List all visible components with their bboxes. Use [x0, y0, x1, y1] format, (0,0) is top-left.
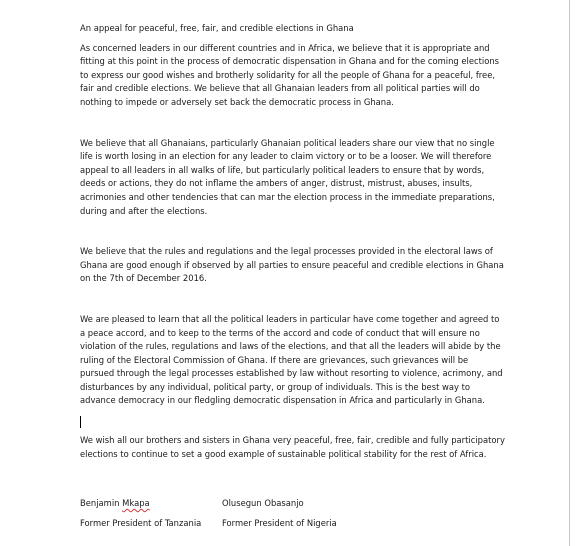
signatory-title-2: Former President of Nigeria: [222, 518, 337, 528]
paragraph-5: We wish all our brothers and sisters in Ghana very peaceful, free, fair, credible and fully participatory elections to continue to set a good example of sustainable political stability for the rest of Africa.: [80, 435, 505, 459]
document-body[interactable]: [80, 22, 505, 461]
signatory-names-row: [80, 497, 505, 517]
paragraph-3: We believe that the rules and regulations and the legal processes provided in the electoral laws of Ghana are good enough if observed by all parties to ensure peaceful and credible elections in Ghana on the 7th of December 2016.: [80, 246, 504, 284]
signatory-1-first-name: Benjamin: [80, 498, 120, 508]
paragraph-2: We believe that all Ghanaians, particularly Ghanaian political leaders share our view that no single life is worth losing in an election for any leader to claim victory or to be a looser. We will therefore appeal to all leaders in all walks of life, but particularly political leaders to ensure that by words, deeds or actions, they do not inflame the ambers of anger, distrust, mistrust, abuses, insults, acrimonies and other tendencies that can mar the election process in the immediate preparations, during and after the elections.: [80, 137, 495, 216]
signatory-2-first-name: Olusegun: [222, 498, 262, 508]
signature-block: [80, 497, 505, 537]
signatory-title-1: Former President of Tanzania: [80, 518, 202, 528]
page-edge: [569, 0, 570, 546]
signatory-titles-row: [80, 517, 505, 537]
signatory-name-1: [80, 497, 150, 511]
signatory-1-last-name: Mkapa: [122, 498, 150, 508]
signatory-2-last-name: Obasanjo: [264, 498, 304, 508]
document-title: An appeal for peaceful, free, fair, and credible elections in Ghana: [80, 23, 354, 33]
paragraph-1: As concerned leaders in our different countries and in Africa, we believe that it is appropriate and fitting at this point in the process of democratic dispensation in Ghana and for the coming elections to express our good wishes and brotherly solidarity for all the people of Ghana for a peaceful, free, fair and credible elections. We believe that all Ghanaian leaders from all political parties will do nothing to impede or adversely set back the democratic process in Ghana.: [80, 42, 500, 107]
signatory-name-2: [222, 497, 304, 511]
paragraph-4: We are pleased to learn that all the political leaders in particular have come together and agreed to a peace accord, and to keep to the terms of the accord and code of conduct that will ensure no violation of the rules, regulations and laws of the elections, and that all the leaders will abide by the ruling of the Electoral Commission of Ghana. If there are grievances, such grievances will be pursued through the legal processes established by law without resorting to violence, acrimony, and disturbances by any individual, political party, or group of individuals. This is the best way to advance democracy in our fledgling democratic dispensation in Africa and particularly in Ghana.: [80, 313, 503, 406]
text-cursor: [80, 416, 81, 428]
